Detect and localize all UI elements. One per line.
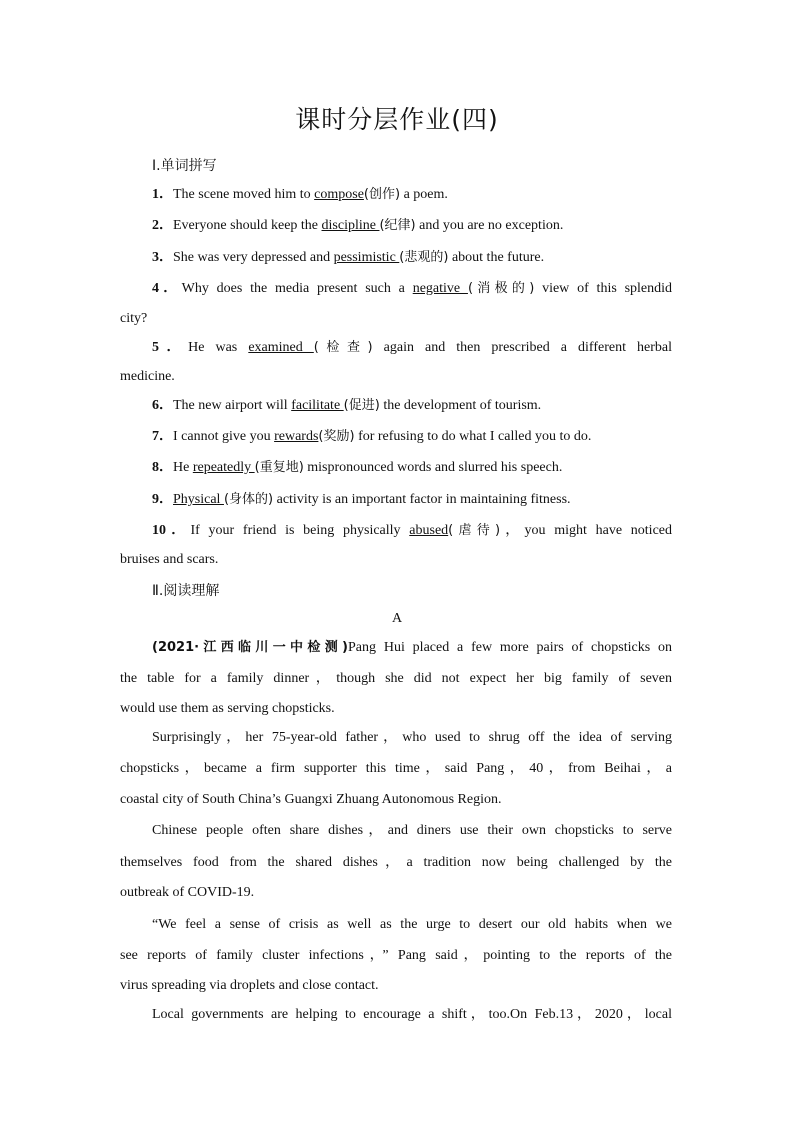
item-number: 3． — [152, 250, 173, 265]
passage-line: coastal city of South China’s Guangxi Zhuang Autonomous Region. — [120, 792, 502, 807]
passage-line: outbreak of COVID-19. — [120, 885, 255, 900]
passage-line: virus spreading via droplets and close contact. — [120, 978, 379, 993]
item-number: 7． — [152, 429, 173, 444]
section-heading-reading: Ⅱ.阅读理解 — [152, 583, 220, 599]
item-number: 2． — [152, 218, 173, 233]
exercise-item — [152, 281, 672, 297]
item-answer: rewards — [274, 429, 319, 444]
passage-line: themselves food from the shared dishes，a tradition now being challenged by the — [120, 855, 672, 870]
item-hint: (身体的) — [223, 492, 274, 507]
item-text: He — [173, 460, 193, 475]
item-hint: (促进) — [343, 398, 380, 413]
exercise-item — [152, 492, 672, 508]
item-answer: examined — [248, 340, 314, 355]
item-answer: abused — [409, 523, 449, 538]
item-hint: (奖励) — [318, 429, 355, 444]
passage-line: would use them as serving chopsticks. — [120, 701, 335, 716]
item-hint: (消极的) — [467, 281, 535, 296]
item-text: view of this splendid — [534, 281, 673, 296]
item-text: He was — [188, 340, 249, 355]
passage-line: chopsticks，became a firm supporter this time，said Pang，40，from Beihai，a — [120, 761, 672, 776]
exercise-item — [152, 460, 672, 476]
passage-line: the table for a family dinner，though she did not expect her big family of seven — [120, 671, 672, 686]
item-hint: (检查) — [313, 340, 373, 355]
item-continuation: medicine. — [120, 369, 175, 384]
item-number: 10． — [152, 523, 191, 538]
exercise-item — [152, 523, 672, 539]
passage-line: Local governments are helping to encourage a shift，too.On Feb.13，2020，local — [152, 1007, 672, 1022]
item-text: and you are no exception. — [415, 218, 564, 233]
item-answer: repeatedly — [192, 460, 255, 475]
item-text: activity is an important factor in maintaining fitness. — [273, 492, 571, 507]
item-hint: (创作) — [363, 187, 401, 202]
exercise-item — [152, 218, 672, 234]
item-number: 1． — [152, 187, 173, 202]
item-text: ，you might have noticed — [500, 523, 673, 538]
item-text: The scene moved him to — [173, 187, 315, 202]
item-number: 6． — [152, 398, 173, 413]
item-answer: discipline — [321, 218, 380, 233]
item-text: about the future. — [448, 250, 545, 265]
item-hint: (重复地) — [254, 460, 304, 475]
passage-line: Chinese people often share dishes，and diners use their own chopsticks to serve — [152, 823, 672, 838]
item-number: 9． — [152, 492, 173, 507]
item-number: 8． — [152, 460, 173, 475]
item-text: Everyone should keep the — [173, 218, 322, 233]
passage-line: “We feel a sense of crisis as well as the urge to desert our old habits when we — [152, 917, 672, 932]
item-text: a poem. — [400, 187, 448, 202]
exercise-item — [152, 340, 672, 356]
exercise-item — [152, 187, 672, 203]
exercise-item — [152, 398, 672, 414]
item-text: I cannot give you — [173, 429, 275, 444]
passage-text: Pang Hui placed a few more pairs of chopsticks on — [348, 640, 672, 655]
passage-line: see reports of family cluster infections，” Pang said，pointing to the reports of the — [120, 948, 672, 963]
item-number: 5． — [152, 340, 189, 355]
item-text: The new airport will — [173, 398, 292, 413]
item-continuation: city? — [120, 311, 148, 326]
item-text: She was very depressed and — [173, 250, 334, 265]
exercise-item — [152, 250, 672, 266]
item-answer: pessimistic — [333, 250, 400, 265]
item-hint: (虐待) — [448, 523, 501, 538]
item-answer: negative — [412, 281, 468, 296]
item-text: Why does the media present such a — [181, 281, 413, 296]
item-continuation: bruises and scars. — [120, 552, 219, 567]
exercise-item — [152, 429, 672, 445]
item-text: for refusing to do what I called you to do. — [354, 429, 592, 444]
item-text: If your friend is being physically — [190, 523, 410, 538]
item-number: 4． — [152, 281, 182, 296]
item-hint: (纪律) — [379, 218, 416, 233]
passage-source: (2021·江西临川一中检测) — [152, 640, 349, 655]
page-title: 课时分层作业(四) — [295, 105, 499, 134]
item-answer: facilitate — [291, 398, 344, 413]
item-text: again and then prescribed a different herbal — [372, 340, 673, 355]
item-hint: (悲观的) — [399, 250, 449, 265]
passage-letter: A — [391, 611, 403, 626]
item-text: mispronounced words and slurred his speech. — [303, 460, 563, 475]
item-text: the development of tourism. — [379, 398, 542, 413]
item-answer: compose — [314, 187, 364, 202]
passage-line — [152, 640, 672, 656]
section-heading-spelling: Ⅰ.单词拼写 — [152, 158, 217, 174]
item-answer: Physical — [173, 492, 224, 507]
passage-line: Surprisingly，her 75-year-old father，who used to shrug off the idea of serving — [152, 730, 672, 745]
